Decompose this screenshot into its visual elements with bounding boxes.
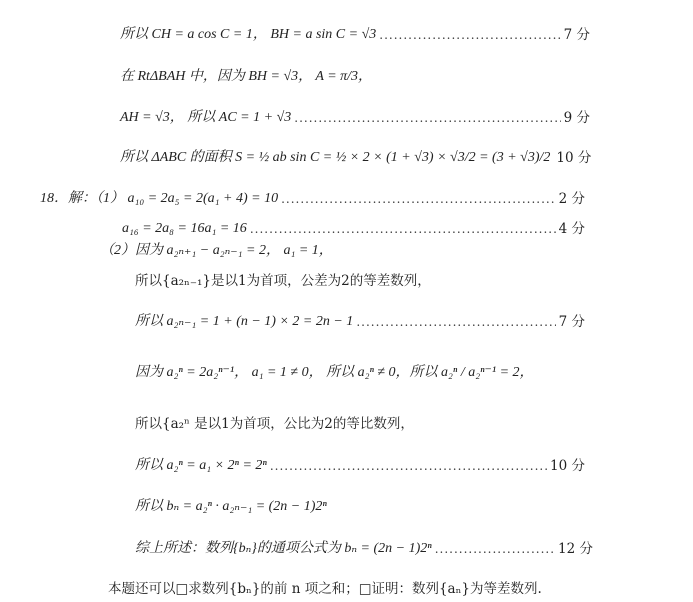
solution-line-13	[135, 494, 585, 520]
problem-18-part-2	[100, 238, 580, 264]
solution-line-1	[120, 22, 590, 48]
solution-line-2	[120, 64, 590, 90]
problem-18-part-1	[40, 186, 585, 212]
line-text: 在 RtΔBAH 中，因为 BH = √3， A = π/3，	[120, 69, 373, 84]
score-label: 2 分	[558, 191, 585, 207]
solution-line-3	[120, 105, 590, 131]
line-text: 因为 a₂ⁿ = 2a₂ⁿ⁻¹， a₁ = 1 ≠ 0， 所以 a₂ⁿ ≠ 0，所以 a₂ⁿ / a₂ⁿ⁻¹ = 2，	[135, 365, 534, 380]
solution-line-11	[135, 411, 585, 437]
line-text: 所以 a₂ⁿ = a₁ × 2ⁿ = 2ⁿ	[135, 458, 267, 473]
footnote	[108, 576, 668, 602]
score-label: 10 分	[550, 458, 585, 474]
leader-dots	[281, 186, 556, 212]
score-label: 4 分	[558, 221, 585, 237]
solution-line-10	[135, 360, 595, 386]
leader-dots	[270, 453, 547, 479]
leader-dots	[379, 22, 560, 48]
score-label: 7 分	[558, 314, 585, 330]
line-text: a₁₆ = 2a₈ = 16a₁ = 16	[122, 221, 247, 236]
line-text: 18．解：（1） a₁₀ = 2a₅ = 2(a₁ + 4) = 10	[40, 191, 279, 206]
line-text: 所以 ΔABC 的面积 S = ½ ab sin C = ½ × 2 × (1 + √3) × √3/2 = (3 + √3)/2	[120, 150, 551, 165]
line-text: AH = √3， 所以 AC = 1 + √3	[120, 110, 292, 125]
score-label: 9 分	[563, 110, 590, 126]
solution-line-12	[135, 453, 585, 479]
line-text: 本题还可以□求数列{bₙ}的前 n 项之和；□证明：数列{aₙ}为等差数列.	[108, 581, 542, 597]
line-text: 所以 bₙ = a₂ⁿ · a₂ₙ₋₁ = (2n − 1)2ⁿ	[135, 499, 327, 514]
score-label: 7 分	[563, 27, 590, 43]
line-text: （2）因为 a₂ₙ₊₁ − a₂ₙ₋₁ = 2， a₁ = 1，	[100, 243, 333, 258]
solution-line-4	[120, 145, 590, 171]
leader-dots	[435, 536, 555, 562]
solution-summary	[135, 536, 593, 562]
leader-dots	[294, 105, 560, 131]
solution-line-8	[135, 268, 585, 294]
line-text: 所以 a₂ₙ₋₁ = 1 + (n − 1) × 2 = 2n − 1	[135, 314, 354, 329]
score-label: 12 分	[558, 541, 593, 557]
line-text: 综上所述：数列{bₙ}的通项公式为 bₙ = (2n − 1)2ⁿ	[135, 541, 432, 556]
line-text: 所以{a₂ₙ₋₁}是以1为首项，公差为2的等差数列，	[135, 273, 431, 289]
line-text: 所以 CH = a cos C = 1， BH = a sin C = √3	[120, 27, 377, 42]
score-label: 10 分	[556, 150, 592, 166]
solution-line-9	[135, 309, 585, 335]
leader-dots	[356, 309, 555, 335]
line-text: 所以{a₂ⁿ 是以1为首项，公比为2的等比数列，	[135, 416, 414, 432]
